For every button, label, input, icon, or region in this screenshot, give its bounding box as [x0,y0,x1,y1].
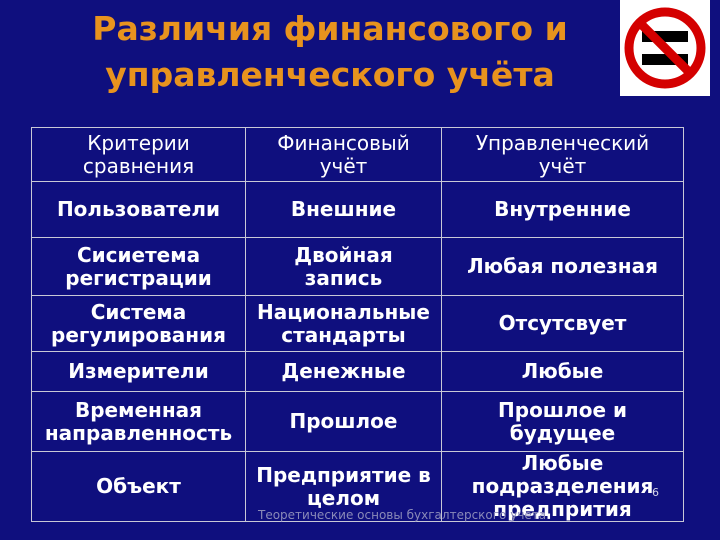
row-registration-financial [246,238,442,296]
row-time-managerial [442,392,684,452]
row-users-managerial: Внутренние [442,182,684,238]
row-measures-managerial: Любые [442,352,684,392]
slide-number: 6 [652,486,659,499]
slide-title [50,6,610,98]
row-registration-criteria [32,238,246,296]
row-registration-financial-line-2: запись [304,265,383,290]
slide-title-line-1: Различия финансового и [92,9,568,48]
row-regulation-financial-line-2: стандарты [281,322,406,347]
row-regulation-managerial: Отсутсвует [442,296,684,352]
row-time-managerial-line-1: Прошлое и [498,397,627,422]
slide-title-line-2: управленческого учёта [105,55,555,94]
table-row [32,296,684,352]
row-time-managerial-line-2: будущее [509,420,616,445]
row-users-financial: Внешние [246,182,442,238]
row-registration-managerial: Любая полезная [442,238,684,296]
row-time-criteria-line-1: Временная [74,397,202,422]
comparison-table [31,127,684,522]
row-time-criteria-line-2: направленность [44,420,233,445]
header-managerial [442,128,684,182]
row-registration-criteria-line-1: Сисиетема [76,242,201,267]
row-object-managerial-line-1: Любые [521,451,604,475]
row-time-financial: Прошлое [246,392,442,452]
header-criteria-line-1: Критерии [87,130,190,155]
header-criteria-line-2: сравнения [82,153,195,178]
row-object-criteria: Объект [32,452,246,522]
row-users-criteria: Пользователи [32,182,246,238]
row-object-financial-line-1: Предприятие в [256,462,431,487]
row-regulation-criteria [32,296,246,352]
row-time-criteria [32,392,246,452]
header-financial-line-1: Финансовый [277,130,410,155]
row-registration-financial-line-1: Двойная [294,242,393,267]
table-header-row [32,128,684,182]
row-regulation-financial-line-1: Национальные [257,299,430,324]
table-row [32,352,684,392]
header-financial-line-2: учёт [319,153,368,178]
row-registration-criteria-line-2: регистрации [65,265,212,290]
row-object-financial-line-2: целом [306,485,381,510]
row-regulation-financial [246,296,442,352]
table-row [32,392,684,452]
table-row [32,182,684,238]
header-managerial-line-2: учёт [538,153,587,178]
table-row [32,238,684,296]
header-managerial-line-1: Управленческий [475,130,650,155]
row-regulation-criteria-line-2: регулирования [51,322,226,347]
row-measures-criteria: Измерители [32,352,246,392]
row-object-managerial-line-2: подразделения [471,474,654,498]
row-object-managerial-line-3: предпрития [493,497,632,521]
no-equals-prohibition-sign-icon [620,0,710,96]
row-measures-financial: Денежные [246,352,442,392]
header-criteria [32,128,246,182]
header-financial [246,128,442,182]
row-regulation-criteria-line-1: Система [90,299,187,324]
slide-footer: Теоретические основы бухгалтерского учета [258,508,547,522]
